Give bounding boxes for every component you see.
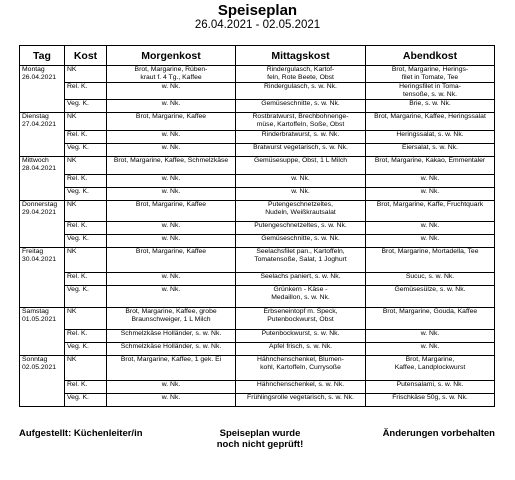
mittagskost-cell: w. Nk. — [236, 175, 366, 188]
table-row — [20, 83, 495, 100]
morgenkost-cell: Schmelzkäse Holländer, s. w. Nk. — [107, 330, 236, 343]
kost-cell: Rel. K. — [65, 131, 107, 144]
table-row — [20, 286, 495, 308]
mittagskost-cell: Putenbockwurst, s. w. Nk. — [236, 330, 366, 343]
day-name: Dienstag — [22, 113, 49, 120]
abendkost-cell: Brot, Margarine, Mortadella, Tee — [366, 248, 495, 273]
abendkost-cell: Putensalami, s. w. Nk. — [366, 381, 495, 394]
header-mittagskost: Mittagskost — [236, 46, 366, 66]
morgenkost-cell: Brot, Margarine, Rüben- kraut f. 4 Tg., Kaffee — [107, 66, 236, 83]
page-title: Speiseplan — [217, 2, 298, 19]
table-row — [20, 131, 495, 144]
kost-cell: NK — [65, 157, 107, 175]
day-name: Freitag — [22, 248, 44, 255]
meal-plan-body — [20, 66, 495, 407]
day-name: Mittwoch — [22, 157, 49, 164]
header-tag: Tag — [20, 46, 65, 66]
mittagskost-cell: Putengeschnetzeltes, s. w. Nk. — [236, 222, 366, 235]
mittagskost-cell: Gemüseschnitte, s. w. Nk. — [236, 100, 366, 113]
day-cell — [20, 66, 65, 113]
table-row — [20, 113, 495, 131]
morgenkost-cell: w. Nk. — [107, 144, 236, 157]
mittagskost-cell: Rostbratwurst, Brechbohnenge- müse, Kartoffeln, Soße, Obst — [236, 113, 366, 131]
kost-cell: Veg. K. — [65, 144, 107, 157]
abendkost-cell: Brot, Margarine, Kakao, Emmentaler — [366, 157, 495, 175]
mittagskost-cell: Hähnchenschenkel, Blumen- kohl, Kartoffeln, Currysoße — [236, 356, 366, 381]
morgenkost-cell: w. Nk. — [107, 286, 236, 308]
table-row — [20, 157, 495, 175]
abendkost-cell: w. Nk. — [366, 175, 495, 188]
mittagskost-cell: Rinderbratwurst, s. w. Nk. — [236, 131, 366, 144]
abendkost-cell: w. Nk. — [366, 330, 495, 343]
header-kost: Kost — [65, 46, 107, 66]
footer-author: Aufgestellt: Küchenleiter/in — [19, 428, 143, 439]
table-row — [20, 356, 495, 381]
table-row — [20, 175, 495, 188]
header-row — [20, 46, 495, 66]
mittagskost-cell: Apfel frisch, s. w. Nk. — [236, 343, 366, 356]
morgenkost-cell: w. Nk. — [107, 100, 236, 113]
abendkost-cell: Brot, Margarine, Kaffe, Fruchtquark — [366, 201, 495, 222]
abendkost-cell: Frischkäse 50g, s. w. Nk. — [366, 394, 495, 407]
morgenkost-cell: Schmelzkäse Holländer, s. w. Nk. — [107, 343, 236, 356]
morgenkost-cell: Brot, Margarine, Kaffee, grobe Braunschweiger, 1 L Milch — [107, 308, 236, 330]
abendkost-cell: w. Nk. — [366, 235, 495, 248]
table-row — [20, 273, 495, 286]
kost-cell: Veg. K. — [65, 343, 107, 356]
table-row — [20, 308, 495, 330]
mittagskost-cell: w. Nk. — [236, 188, 366, 201]
mittagskost-cell: Seelachsfilet pan., Kartoffeln, Tomatensoße, Salat, 1 Joghurt — [236, 248, 366, 273]
day-cell — [20, 248, 65, 308]
abendkost-cell: w. Nk. — [366, 222, 495, 235]
day-name: Samstag — [22, 308, 49, 315]
day-date: 02.05.2021 — [22, 364, 57, 371]
kost-cell: Veg. K. — [65, 235, 107, 248]
day-date: 29.04.2021 — [22, 209, 57, 216]
mittagskost-cell: Rindergulasch, Kartof- feln, Rote Beete, Obst — [236, 66, 366, 83]
morgenkost-cell: w. Nk. — [107, 381, 236, 394]
abendkost-cell: Sucuc, s. w. Nk. — [366, 273, 495, 286]
day-date: 30.04.2021 — [22, 256, 57, 263]
kost-cell: Rel. K. — [65, 273, 107, 286]
mittagskost-cell: Seelachs paniert, s. w. Nk. — [236, 273, 366, 286]
morgenkost-cell: Brot, Margarine, Kaffee, Schmelzkäse — [107, 157, 236, 175]
morgenkost-cell: w. Nk. — [107, 83, 236, 100]
table-row — [20, 394, 495, 407]
morgenkost-cell: Brot, Margarine, Kaffee, 1 gek. Ei — [107, 356, 236, 381]
morgenkost-cell: w. Nk. — [107, 394, 236, 407]
day-name: Donnerstag — [22, 201, 58, 208]
abendkost-cell: Heringssalat, s. w. Nk. — [366, 131, 495, 144]
kost-cell: Rel. K. — [65, 330, 107, 343]
abendkost-cell: Brot, Margarine, Herings- filet in Tomate, Tee — [366, 66, 495, 83]
table-row — [20, 188, 495, 201]
kost-cell: Rel. K. — [65, 222, 107, 235]
mittagskost-cell: Erbseneintopf m. Speck, Putenbockwurst, Obst — [236, 308, 366, 330]
day-date: 28.04.2021 — [22, 165, 57, 172]
morgenkost-cell: w. Nk. — [107, 235, 236, 248]
footer-review-line1: Speiseplan wurde — [219, 428, 301, 439]
day-cell — [20, 113, 65, 157]
abendkost-cell: Gemüsesülze, s. w. Nk. — [366, 286, 495, 308]
meal-plan-table — [19, 45, 495, 407]
table-row — [20, 235, 495, 248]
day-name: Sonntag — [22, 356, 48, 363]
footer-review-note — [190, 428, 330, 450]
kost-cell: Veg. K. — [65, 286, 107, 308]
kost-cell: NK — [65, 113, 107, 131]
table-row — [20, 222, 495, 235]
mittagskost-cell: Gemüseschnitte, s. w. Nk. — [236, 235, 366, 248]
table-row — [20, 381, 495, 394]
morgenkost-cell: Brot, Margarine, Kaffee — [107, 248, 236, 273]
day-cell — [20, 308, 65, 356]
day-date: 01.05.2021 — [22, 316, 57, 323]
mittagskost-cell: Frühlingsrolle vegetarisch, s. w. Nk. — [236, 394, 366, 407]
kost-cell: NK — [65, 356, 107, 381]
table-row — [20, 330, 495, 343]
abendkost-cell: Brie, s. w. Nk. — [366, 100, 495, 113]
day-date: 27.04.2021 — [22, 121, 57, 128]
kost-cell: Veg. K. — [65, 394, 107, 407]
mittagskost-cell: Bratwurst vegetarisch, s. w. Nk. — [236, 144, 366, 157]
kost-cell: Veg. K. — [65, 188, 107, 201]
mittagskost-cell: Hähnchenschenkel, s. w. Nk. — [236, 381, 366, 394]
kost-cell: Veg. K. — [65, 100, 107, 113]
day-name: Montag — [22, 66, 45, 73]
mittagskost-cell: Rindergulasch, s. w. Nk. — [236, 83, 366, 100]
table-row — [20, 66, 495, 83]
header-morgenkost: Morgenkost — [107, 46, 236, 66]
kost-cell: NK — [65, 201, 107, 222]
kost-cell: NK — [65, 248, 107, 273]
morgenkost-cell: Brot, Margarine, Kaffee — [107, 113, 236, 131]
kost-cell: Rel. K. — [65, 175, 107, 188]
mittagskost-cell: Gemüsesuppe, Obst, 1 L Milch — [236, 157, 366, 175]
table-row — [20, 144, 495, 157]
kost-cell: Rel. K. — [65, 381, 107, 394]
table-row — [20, 100, 495, 113]
abendkost-cell: Heringsfilet in Toma- tensoße, s. w. Nk. — [366, 83, 495, 100]
morgenkost-cell: w. Nk. — [107, 188, 236, 201]
kost-cell: NK — [65, 66, 107, 83]
table-row — [20, 248, 495, 273]
table-row — [20, 343, 495, 356]
morgenkost-cell: w. Nk. — [107, 222, 236, 235]
kost-cell: Rel. K. — [65, 83, 107, 100]
table-row — [20, 201, 495, 222]
footer-disclaimer: Änderungen vorbehalten — [382, 428, 495, 439]
mittagskost-cell: Grünkern - Käse - Medaillon, s. w. Nk. — [236, 286, 366, 308]
kost-cell: NK — [65, 308, 107, 330]
abendkost-cell: Brot, Margarine, Kaffee, Landplockwurst — [366, 356, 495, 381]
day-cell — [20, 201, 65, 248]
abendkost-cell: Brot, Margarine, Gouda, Kaffee — [366, 308, 495, 330]
day-cell — [20, 356, 65, 407]
morgenkost-cell: w. Nk. — [107, 273, 236, 286]
footer-review-line2: noch nicht geprüft! — [216, 439, 304, 450]
abendkost-cell: Brot, Margarine, Kaffee, Heringssalat — [366, 113, 495, 131]
morgenkost-cell: w. Nk. — [107, 175, 236, 188]
morgenkost-cell: w. Nk. — [107, 131, 236, 144]
abendkost-cell: w. Nk. — [366, 343, 495, 356]
morgenkost-cell: Brot, Margarine, Kaffee — [107, 201, 236, 222]
abendkost-cell: Eiersalat, s. w. Nk. — [366, 144, 495, 157]
header-abendkost: Abendkost — [366, 46, 495, 66]
abendkost-cell: w. Nk. — [366, 188, 495, 201]
mittagskost-cell: Putengeschnetzeltes, Nudeln, Weißkrautsalat — [236, 201, 366, 222]
date-range: 26.04.2021 - 02.05.2021 — [194, 19, 321, 31]
day-cell — [20, 157, 65, 201]
day-date: 26.04.2021 — [22, 74, 57, 81]
